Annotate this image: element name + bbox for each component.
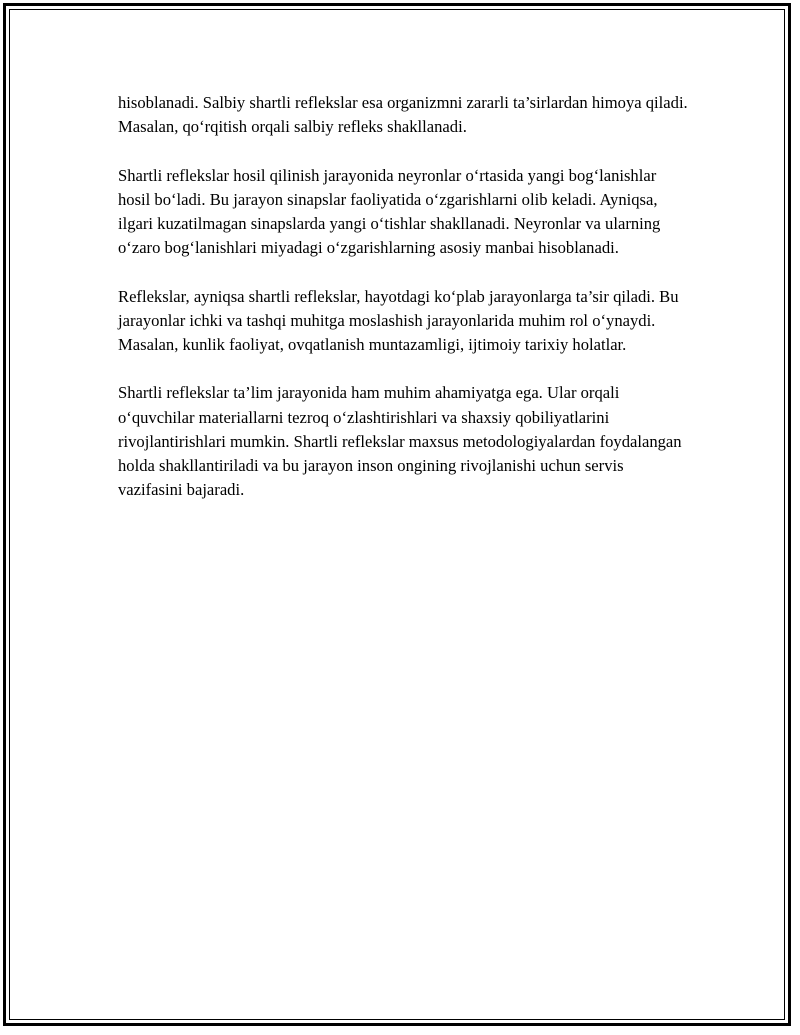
paragraph-2: Shartli reflekslar hosil qilinish jarayonida neyronlar o‘rtasida yangi bog‘lanishlar hosil bo‘ladi. Bu jarayon sinapslar faoliyatida o‘zgarishlarni olib keladi. Ayniqsa, ilgari kuzatilmagan sinapslarda yangi o‘tishlar shakllanadi. Neyronlar va ularning o‘zaro bog‘lanishlari miyadagi o‘zgarishlarning asosiy manbai hisoblanadi. bbox=[118, 165, 661, 258]
paragraph-4: Shartli reflekslar ta’lim jarayonida ham muhim ahamiyatga ega. Ular orqali o‘quvchilar materiallarni tezroq o‘zlashtirishlari va shaxsiy qobiliyatlarini rivojlantirishlari mumkin. Shartli reflekslar maxsus metodologiyalardan foydalangan holda shakllantiriladi va bu jarayon inson ongining rivojlanishi uchun servis vazifasini bajaradi. bbox=[118, 383, 682, 500]
paragraph-1: hisoblanadi. Salbiy shartli reflekslar esa organizmni zararli ta’sirlardan himoya qiladi. Masalan, qo‘rqitish orqali salbiy refleks shakllanadi. bbox=[118, 93, 688, 137]
document-body bbox=[118, 91, 688, 527]
paragraph-3: Reflekslar, ayniqsa shartli reflekslar, hayotdagi ko‘plab jarayonlarga ta’sir qiladi. Bu jarayonlar ichki va tashqi muhitga moslashish jarayonlarida muhim rol o‘ynaydi. Masalan, kunlik faoliyat, ovqatlanish muntazamligi, ijtimoiy tarixiy holatlar. bbox=[118, 286, 679, 354]
